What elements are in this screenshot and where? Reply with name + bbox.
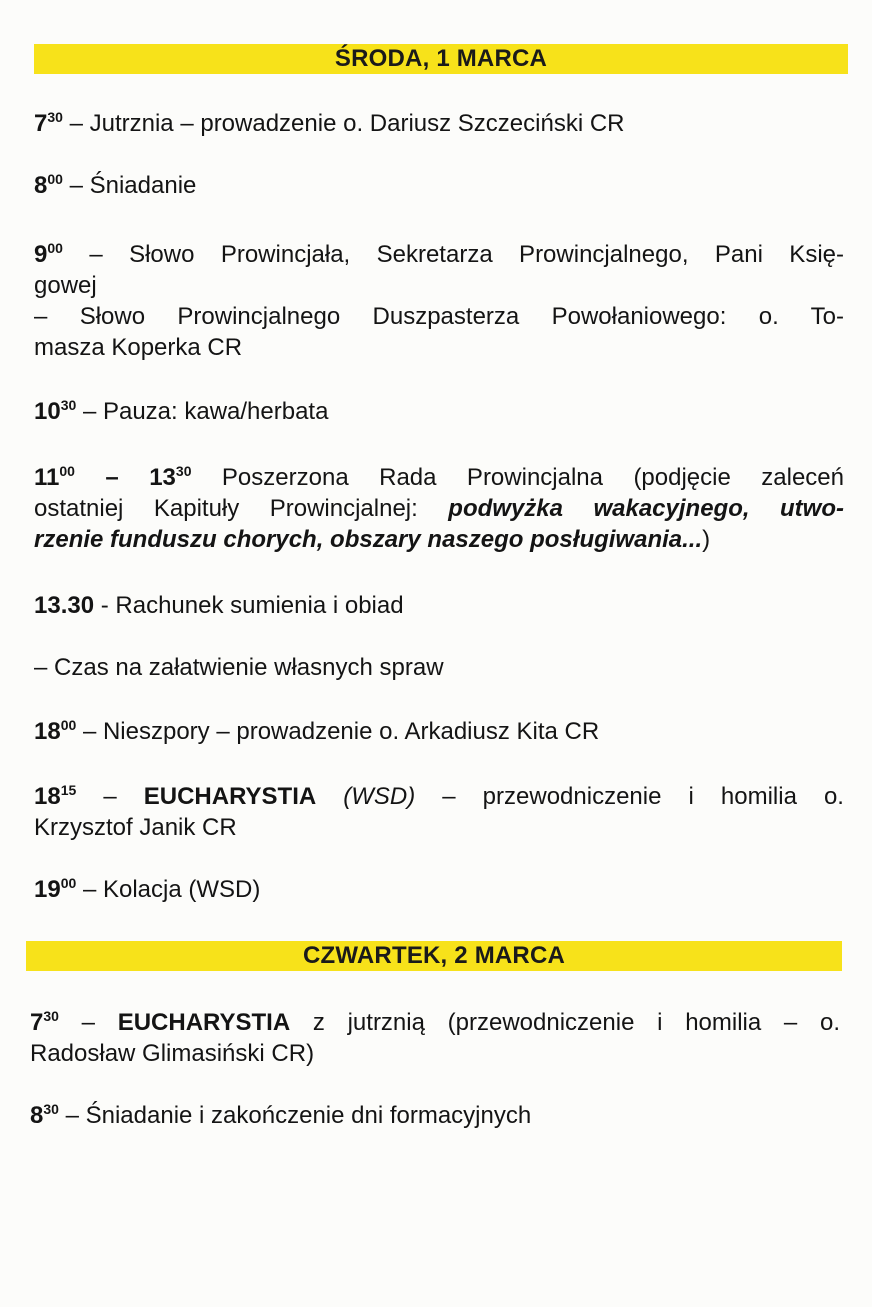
entry-text: – Nieszpory – prowadzenie o. Arkadiusz Kita CR (76, 718, 600, 745)
entry-line: masza Koperka CR (34, 334, 243, 361)
entry-text: – Pauza: kawa/herbata (76, 398, 329, 425)
day-header-thursday: CZWARTEK, 2 MARCA (26, 941, 842, 971)
entry-line: $7^{30}$ – EUCHARYSTIA z jutrznią (przewodniczenie i homilia – o. (30, 1008, 841, 1036)
entry-text: – Śniadanie (62, 172, 197, 199)
entry-time: $7^{30}$ (30, 1008, 59, 1036)
schedule-entry (34, 874, 844, 905)
schedule-entry (34, 716, 844, 747)
entry-time: $7^{30}$ (34, 109, 63, 137)
entry-time: $18^{00}$ (34, 717, 77, 745)
entry-line: $18^{15}$ – EUCHARYSTIA (WSD) – przewodniczenie i homilia o. (34, 782, 844, 810)
schedule-entry (34, 590, 844, 621)
schedule-entry (34, 108, 844, 139)
entry-time: $8^{30}$ (30, 1101, 59, 1129)
schedule-entry (34, 462, 844, 555)
schedule-entry (34, 396, 844, 427)
schedule-entry (34, 170, 844, 201)
entry-text: – Czas na załatwienie własnych spraw (34, 654, 444, 681)
entry-time-end: $13^{30}$ (149, 463, 192, 491)
entry-line: $9^{00}$ – Słowo Prowincjała, Sekretarza Prowincjalnego, Pani Księ- (34, 240, 844, 268)
entry-text: – Kolacja (WSD) (76, 876, 261, 903)
schedule-entry (34, 239, 844, 363)
schedule-entry (34, 652, 844, 683)
entry-line: $11^{00} - 13^{30}$ Poszerzona Rada Prowincjalna (podjęcie zaleceń (34, 463, 845, 491)
entry-time: $18^{15}$ (34, 782, 77, 810)
schedule-entry (30, 1100, 840, 1131)
entry-line: – Słowo Prowincjalnego Duszpasterza Powołaniowego: o. To- (34, 303, 844, 330)
entry-time: 13.30 (34, 592, 95, 619)
entry-line: Radosław Glimasiński CR) (30, 1040, 315, 1067)
entry-time: $8^{00}$ (34, 171, 63, 199)
entry-text: – Jutrznia – prowadzenie o. Dariusz Szczeciński CR (62, 110, 625, 137)
schedule-entry (30, 1007, 840, 1069)
entry-text: - Rachunek sumienia i obiad (94, 592, 404, 619)
entry-time: $9^{00}$ (34, 240, 63, 268)
entry-time: $11^{00}$ (34, 463, 75, 491)
day-header-wednesday: ŚRODA, 1 MARCA (34, 44, 848, 74)
entry-line: Krzysztof Janik CR (34, 814, 237, 841)
entry-time: $10^{30}$ (34, 397, 77, 425)
entry-line: gowej (34, 272, 97, 299)
entry-line: rzenie funduszu chorych, obszary naszego posługiwania...) (34, 526, 711, 553)
schedule-entry (34, 781, 844, 843)
entry-time: $19^{00}$ (34, 875, 77, 903)
entry-line: ostatniej Kapituły Prowincjalnej: podwyżka wakacyjnego, utwo- (34, 495, 844, 522)
entry-text: – Śniadanie i zakończenie dni formacyjnych (58, 1102, 532, 1129)
